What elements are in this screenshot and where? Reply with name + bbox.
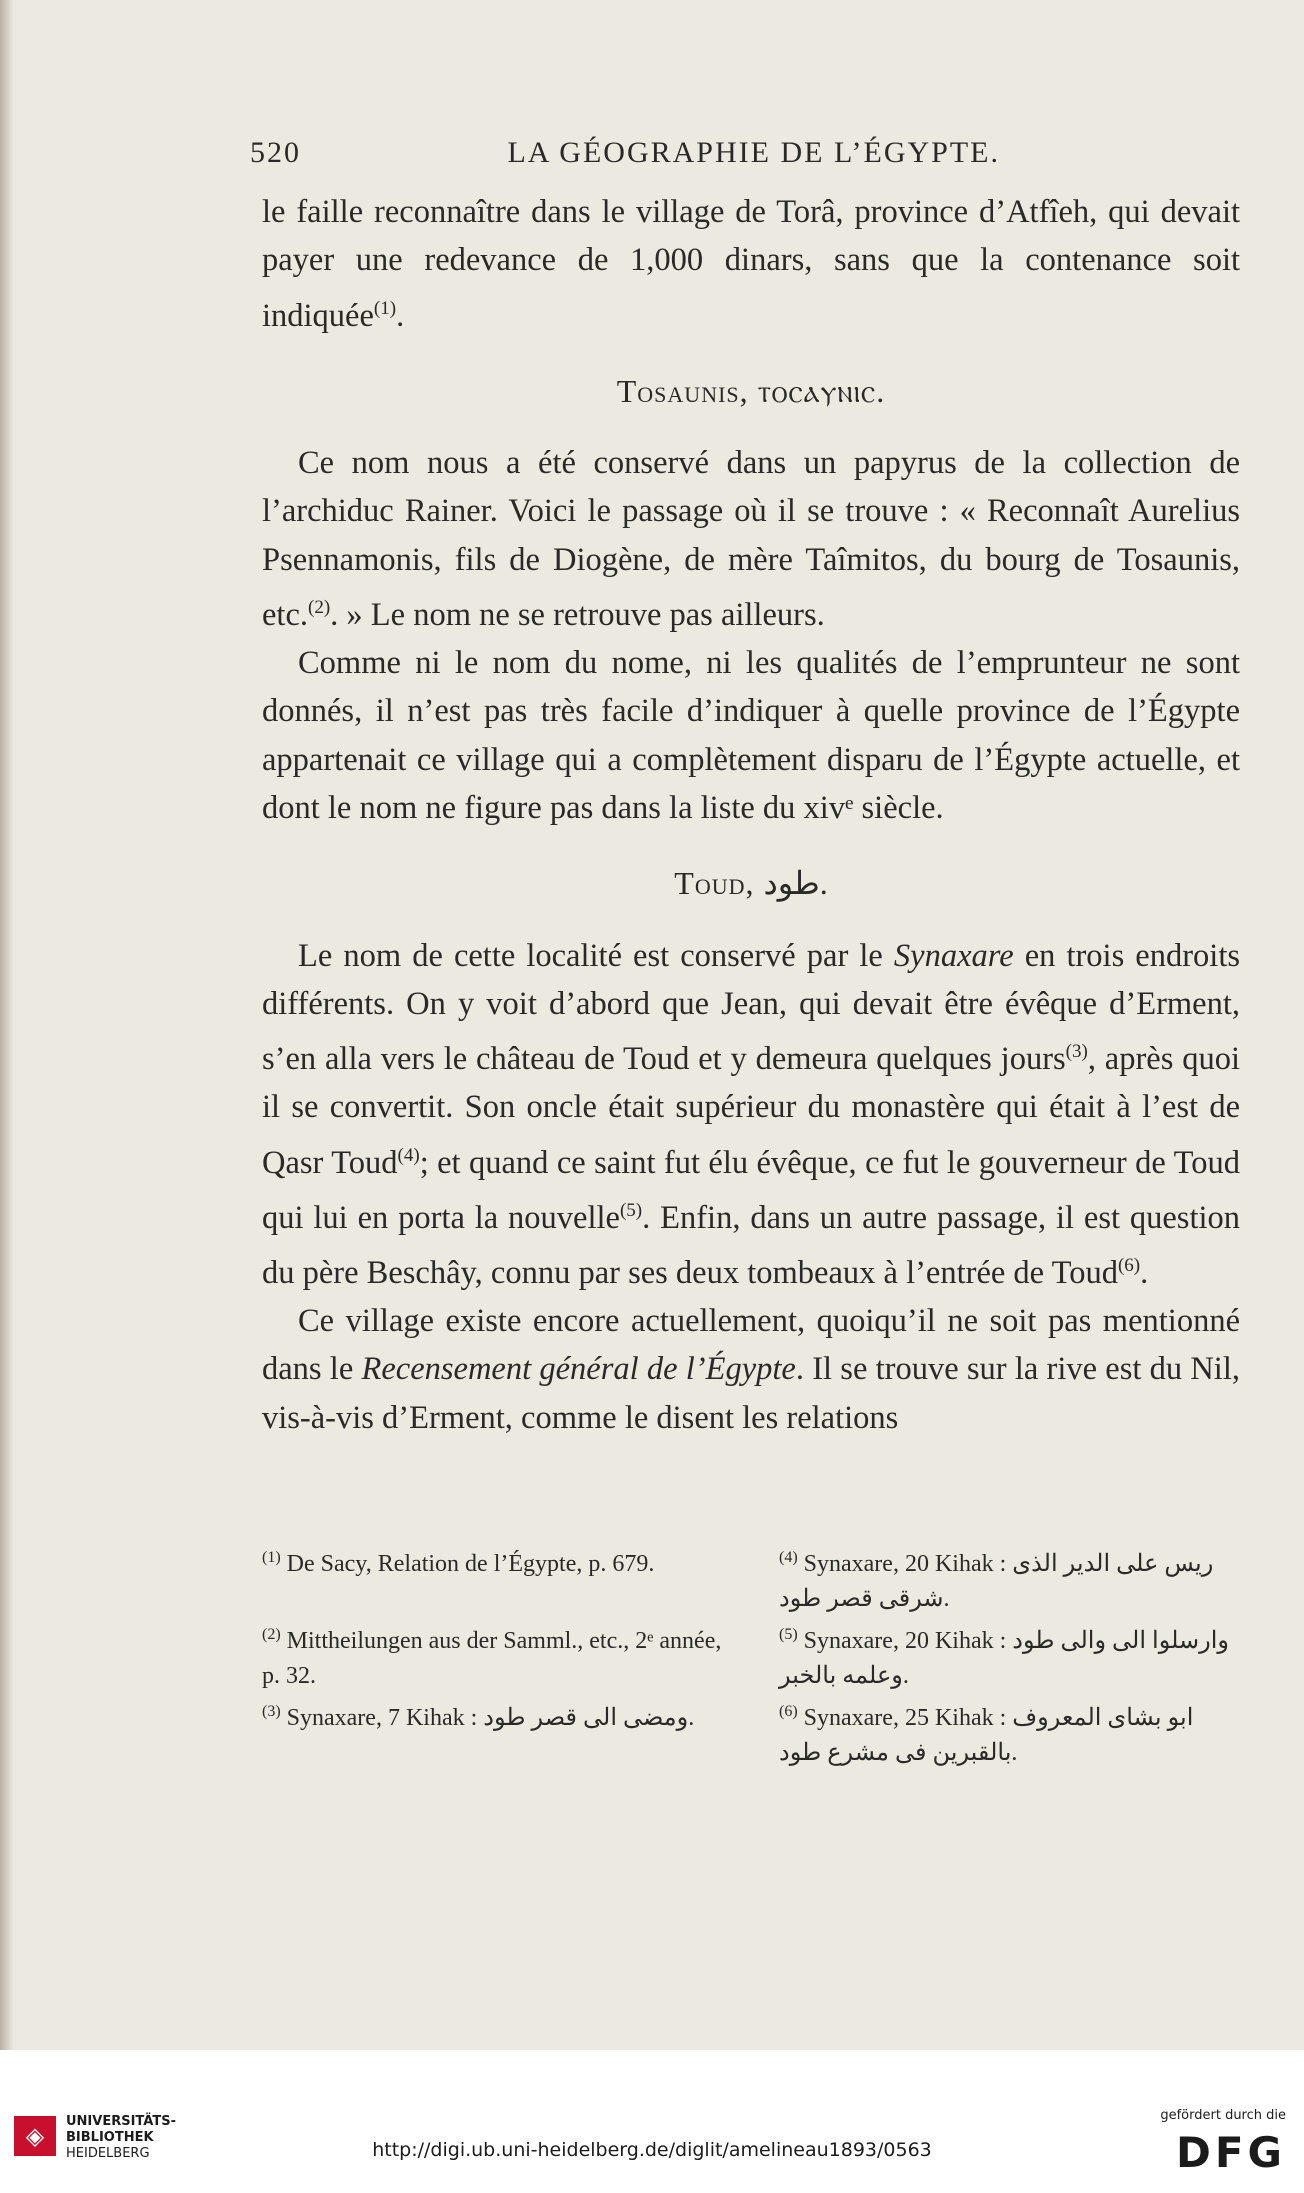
footnote-2	[262, 1617, 723, 1694]
paragraph-text: . » Le nom ne se retrouve pas ailleurs.	[330, 596, 825, 633]
footnote-4	[779, 1540, 1240, 1617]
dfg-logo[interactable]: DFG	[1175, 2128, 1286, 2177]
footnote-text: Mittheilungen aus der Samml., etc., 2ᵉ année, p. 32.	[262, 1628, 722, 1689]
paragraph-text: Ce village existe encore actuellement, quoiqu’il ne soit pas mentionné dans le	[262, 1302, 1240, 1388]
footnote-number: (5)	[779, 1626, 798, 1643]
body-text	[262, 188, 1240, 1442]
footnotes	[262, 1540, 1240, 1771]
library-line: HEIDELBERG	[66, 2146, 150, 2161]
footnote-ref[interactable]: (4)	[397, 1144, 420, 1166]
funding-label: gefördert durch die	[1160, 2108, 1286, 2123]
paragraph-2	[262, 439, 1240, 639]
library-logo-icon[interactable]: ◈	[14, 2116, 56, 2156]
paragraph-text: .	[396, 297, 405, 334]
page-spine-shadow	[0, 0, 14, 2050]
footnote-text: Synaxare, 25 Kihak : ابو بشاى المعروف بالقبرين فى مشرع طود.	[779, 1705, 1194, 1766]
paragraph-text: Ce nom nous a été conservé dans un papyrus de la collection de l’archiduc Rainer. Voici le passage où il se trouve : « Reconnaît Aurelius Psennamonis, fils de Diogène, de mère Taîmitos, du bourg de Tosaunis, etc.	[262, 445, 1240, 633]
paragraph-text: Le nom de cette localité est conservé par le	[298, 937, 883, 974]
footnote-number: (1)	[262, 1549, 281, 1566]
footnote-6	[779, 1694, 1240, 1771]
paragraph-text: , après quoi il se convertit. Son oncle était supérieur du monastère qui était à l’est de Qasr Toud	[262, 1040, 1240, 1181]
italic-title: Synaxare	[893, 937, 1014, 974]
footnote-ref[interactable]: (2)	[308, 596, 331, 618]
footnote-ref[interactable]: (3)	[1065, 1041, 1088, 1063]
viewer-footer	[0, 2050, 1304, 2193]
footnote-number: (3)	[262, 1703, 281, 1720]
paragraph-1	[262, 188, 1240, 340]
footnote-text: De Sacy, Relation de l’Égypte, p. 679.	[286, 1551, 655, 1577]
footnote-text: Synaxare, 20 Kihak : ريس على الدير الذى شرقى قصر طود.	[779, 1551, 1214, 1612]
paragraph-5	[262, 1297, 1240, 1442]
footnote-ref[interactable]: (5)	[619, 1199, 643, 1221]
paragraph-4	[262, 932, 1240, 1297]
footnote-text: Synaxare, 7 Kihak : ومضى الى قصر طود.	[286, 1705, 695, 1731]
paragraph-text: .	[1140, 1254, 1149, 1291]
paragraph-text: . Il se trouve sur la rive est du Nil, vis-à-vis d’Erment, comme le disent les relations	[262, 1351, 1240, 1436]
section-heading-tosaunis: Tosaunis, ⲧⲟⲥⲁⲩⲛⲓⲥ.	[616, 372, 886, 409]
paragraph-text: . Enfin, dans un autre passage, il est question du père Beschây, connu par ses deux tombeaux à l’entrée de Toud	[262, 1199, 1241, 1291]
footnote-ref[interactable]: (6)	[1117, 1254, 1141, 1276]
library-line: BIBLIOTHEK	[66, 2130, 154, 2145]
italic-title: Recensement général de l’Égypte	[361, 1351, 796, 1388]
footnote-number: (4)	[779, 1549, 798, 1566]
running-title: LA GÉOGRAPHIE DE L’ÉGYPTE.	[507, 136, 1000, 169]
page-number: 520	[250, 136, 301, 169]
paragraph-text: en trois endroits différents. On y voit d’abord que Jean, qui devait être évêque d’Erment, s’en alla vers le château de Toud et y demeura quelques jours	[262, 937, 1241, 1077]
footnote-1	[262, 1540, 723, 1617]
permalink-url[interactable]: http://digi.ub.uni-heidelberg.de/diglit/amelineau1893/0563	[372, 2139, 932, 2161]
paragraph-text: ; et quand ce saint fut élu évêque, ce fut le gouverneur de Toud qui lui en porta la nouvelle	[262, 1144, 1240, 1236]
library-line: UNIVERSITÄTS-	[66, 2114, 176, 2129]
footnote-3	[262, 1694, 723, 1771]
section-heading-toud: Toud, طود.	[674, 865, 828, 902]
running-head	[250, 136, 1240, 170]
footnote-5	[779, 1617, 1240, 1694]
footnote-number: (2)	[262, 1626, 281, 1643]
footnote-ref[interactable]: (1)	[373, 297, 397, 319]
paragraph-3: Comme ni le nom du nome, ni les qualités de l’emprunteur ne sont donnés, il n’est pas très facile d’indiquer à quelle province de l’Égypte appartenait ce village qui a complètement disparu de l’Égypte actuelle, et dont le nom ne figure pas dans la liste du xivᵉ siècle.	[262, 645, 1240, 826]
paragraph-text: le faille reconnaître dans le village de Torâ, province d’Atfîeh, qui devait payer une redevance de 1,000 dinars, sans que la contenance soit indiquée	[262, 194, 1240, 334]
footnote-text: Synaxare, 20 Kihak : وارسلوا الى والى طود وعلمه بالخبر.	[779, 1628, 1229, 1689]
footnote-number: (6)	[779, 1703, 798, 1720]
